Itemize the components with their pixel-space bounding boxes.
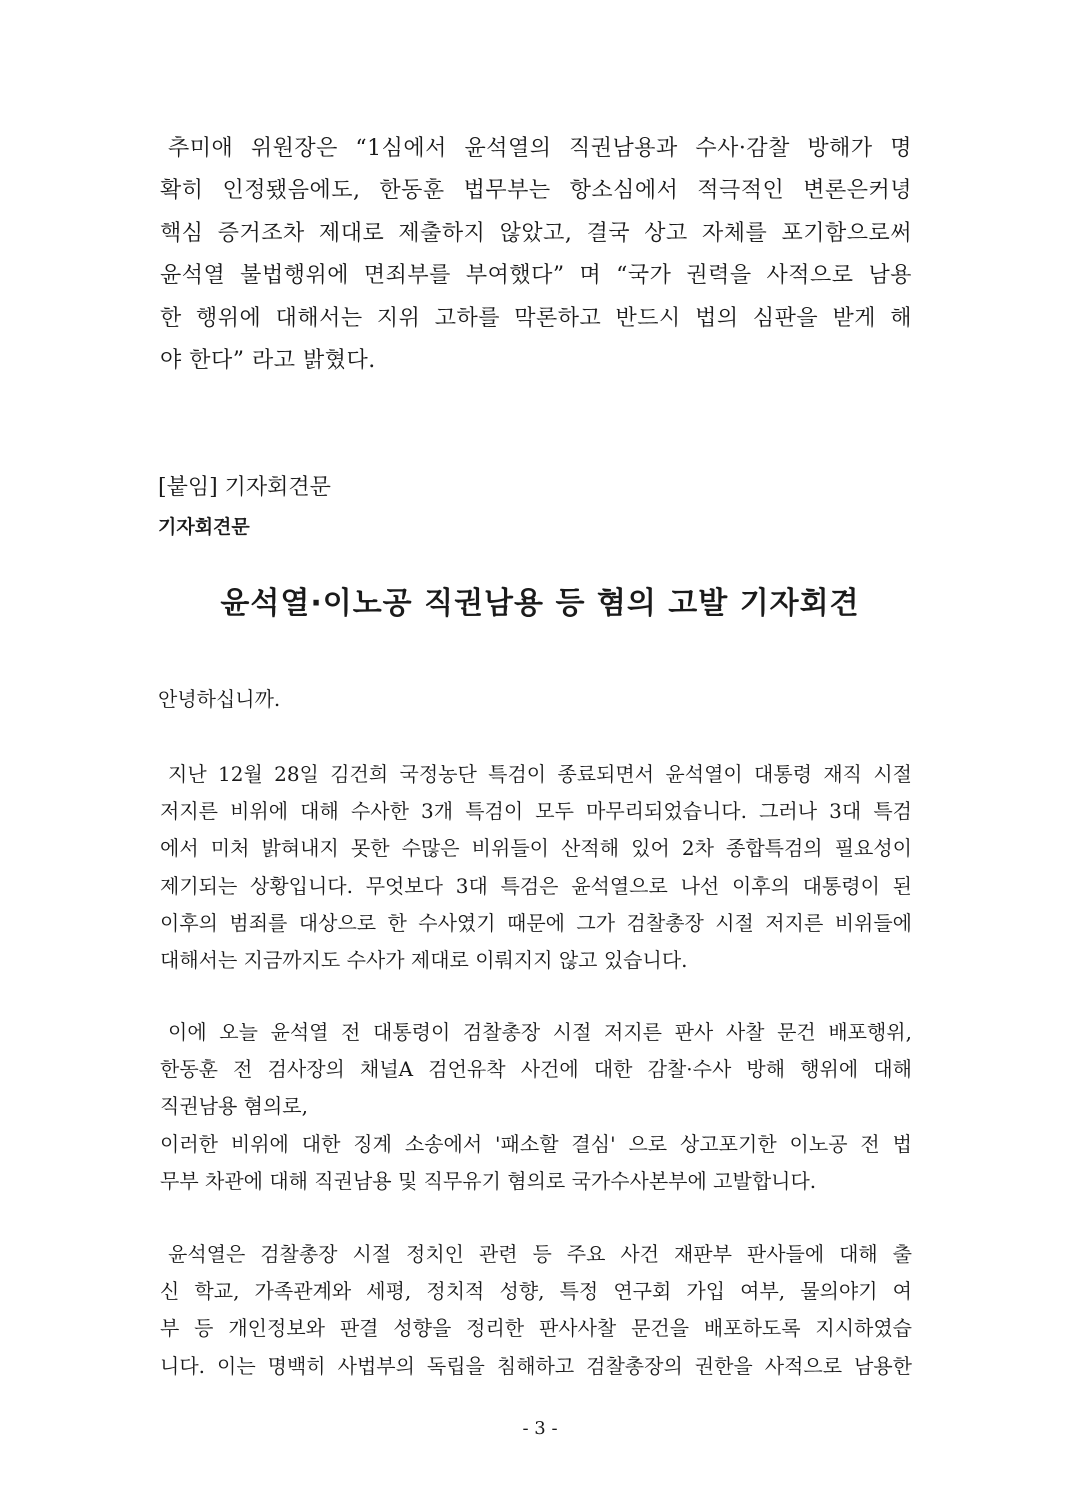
text-line: 핵심 증거조차 제대로 제출하지 않았고, 결국 상고 자체를 포기함으로써	[160, 220, 912, 246]
text-line: 한동훈 전 검사장의 채널A 검언유착 사건에 대한 감찰·수사 방해 행위에 대해	[160, 1057, 912, 1082]
paragraph-background	[160, 756, 912, 979]
text-line: 지난 12월 28일 김건희 국정농단 특검이 종료되면서 윤석열이 대통령 재직 시절	[168, 762, 912, 786]
paragraph-judge-surveillance	[160, 1236, 912, 1385]
text-line: 윤석열 불법행위에 면죄부를 부여했다” 며 “국가 권력을 사적으로 남용	[160, 263, 912, 289]
text-line: 추미애 위원장은 “1심에서 윤석열의 직권남용과 수사·감찰 방해가 명	[168, 136, 912, 161]
text-line: 이러한 비위에 대한 징계 소송에서 '패소할 결심' 으로 상고포기한 이노공 전 법	[160, 1131, 912, 1156]
paragraph-complaint	[160, 1014, 912, 1200]
text-line: 부 등 개인정보와 판결 성향을 정리한 판사사찰 문건을 배포하도록 지시하였습	[160, 1316, 912, 1341]
text-line: 니다. 이는 명백히 사법부의 독립을 침해하고 검찰총장의 권한을 사적으로 남용한	[160, 1353, 912, 1378]
page-number: - 3 -	[522, 1418, 558, 1439]
document-title: 윤석열·이노공 직권남용 등 혐의 고발 기자회견	[220, 586, 860, 621]
text-line: 저지른 비위에 대해 수사한 3개 특검이 모두 마무리되었습니다. 그러나 3대 특검	[160, 799, 912, 824]
text-line: 직권남용 혐의로,	[160, 1094, 308, 1119]
text-line: 에서 미처 밝혀내지 못한 수많은 비위들이 산적해 있어 2차 종합특검의 필요성이	[160, 836, 912, 861]
paragraph-chu-statement	[160, 128, 912, 382]
greeting: 안녕하십니까.	[158, 687, 281, 711]
text-line: 무부 차관에 대해 직권남용 및 직무유기 혐의로 국가수사본부에 고발합니다.	[160, 1168, 817, 1193]
text-line: 한 행위에 대해서는 지위 고하를 막론하고 반드시 법의 심판을 받게 해	[160, 305, 912, 331]
text-line: 이에 오늘 윤석열 전 대통령이 검찰총장 시절 저지른 판사 사찰 문건 배포행위,	[168, 1020, 912, 1044]
attachment-label: [붙임] 기자회견문	[158, 475, 331, 500]
text-line: 확히 인정됐음에도, 한동훈 법무부는 항소심에서 적극적인 변론은커녕	[160, 178, 912, 204]
text-line: 대해서는 지금까지도 수사가 제대로 이뤄지지 않고 있습니다.	[160, 948, 688, 973]
text-line: 제기되는 상황입니다. 무엇보다 3대 특검은 윤석열으로 나선 이후의 대통령이 된	[160, 873, 912, 898]
subheading: 기자회견문	[158, 516, 250, 538]
text-line: 야 한다” 라고 밝혔다.	[160, 348, 376, 374]
text-line: 신 학교, 가족관계와 세평, 정치적 성향, 특정 연구회 가입 여부, 물의야기 여	[160, 1279, 912, 1304]
text-line: 이후의 범죄를 대상으로 한 수사였기 때문에 그가 검찰총장 시절 저지른 비위들에	[160, 910, 912, 935]
text-line: 윤석열은 검찰총장 시절 정치인 관련 등 주요 사건 재판부 판사들에 대해 출	[168, 1242, 912, 1266]
